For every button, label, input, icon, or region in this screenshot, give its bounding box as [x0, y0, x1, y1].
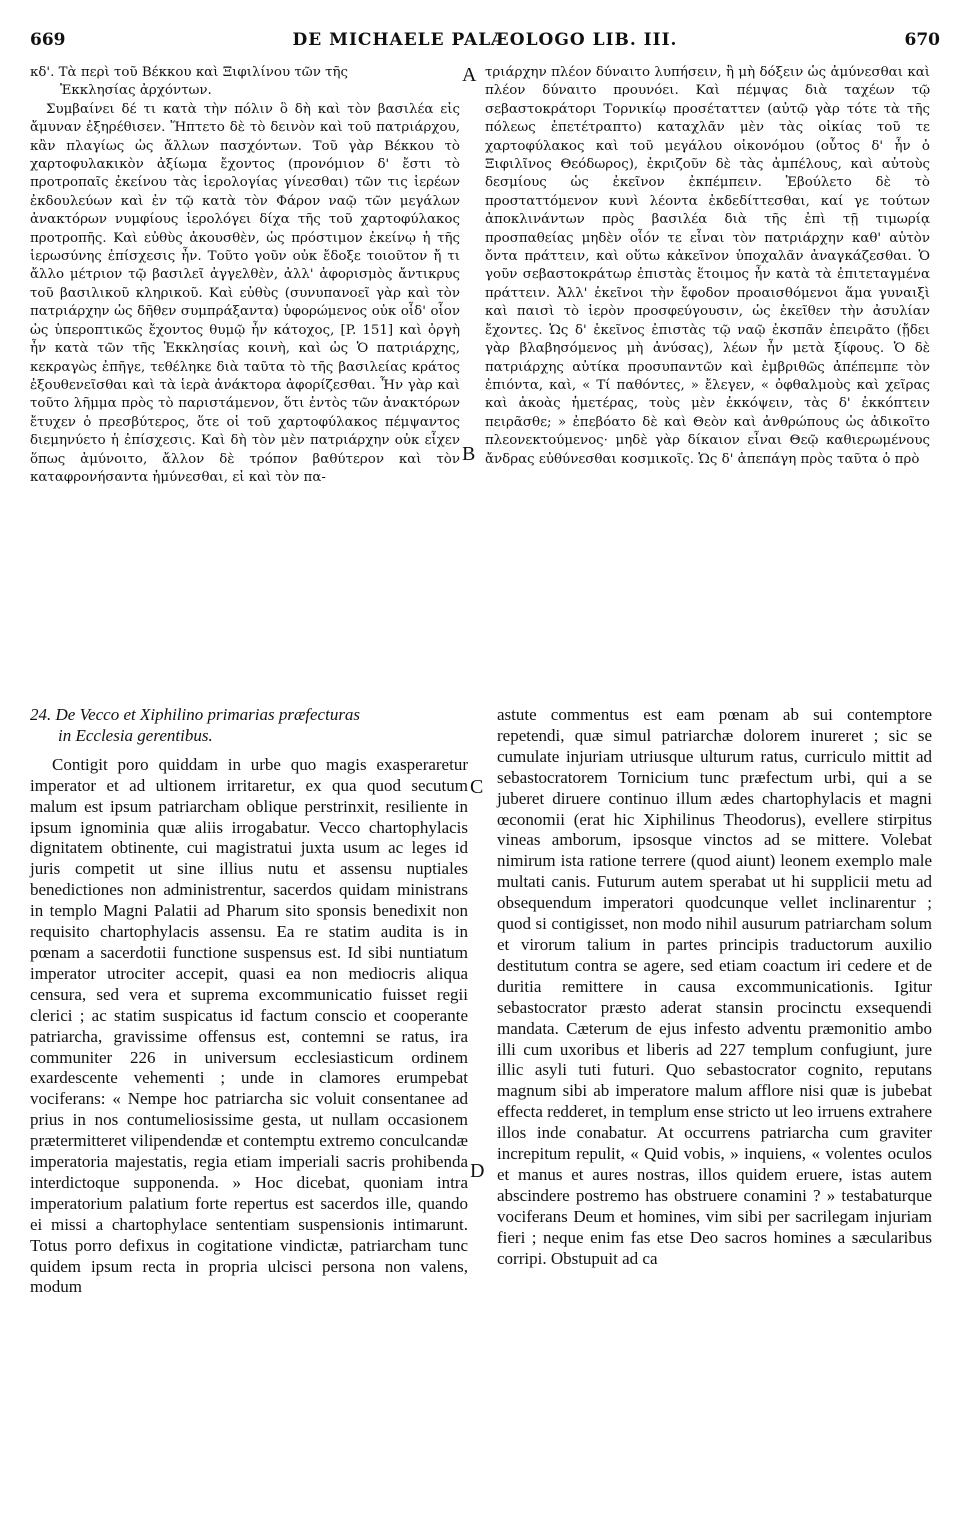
page-number-left: 669 — [30, 30, 66, 50]
margin-marker-c: C — [470, 776, 484, 798]
latin-column-left — [30, 705, 468, 1298]
latin-heading-line-2: in Ecclesia gerentibus. — [58, 725, 213, 745]
margin-marker-b: B — [462, 443, 476, 465]
margin-marker-d: D — [470, 1160, 485, 1182]
greek-text-right: τριάρχην πλέον δύναιτο λυπήσειν, ἢ μὴ δόξειν ὡς ἀμύνεσθαι καὶ πλέον δύναιτο προυνόει. Καὶ πέμψας διὰ ταχέων τῷ σεβαστοκράτορι Τορνικίῳ προσέταττεν (αὐτῷ γὰρ τότε τὰ τῆς πόλεως ἐπετέτραπτο) καταχλᾶν μὲν τὰς οἰκίας τοῦ τε χαρτοφύλακος καὶ τοῦ μεγάλου οἰκονόμου (οὗτος δ' ἦν ὁ Ξιφιλῖνος Θεόδωρος), ἐκριζοῦν δὲ τὰς ἀμπέλους, καὶ αὐτοὺς δεσμίους ὡς ἐκεῖνον ἐκπέμπειν. Ἐβούλετο δὲ τὸ προσταττόμενον κυνὶ λέοντα ἐκδεδίττεσθαι, καί γε τούτων ἀποκλινάντων πρὸς βασιλέα διὰ τῆς ἐπὶ τῇ τιμωρίᾳ προσπαθείας μηδὲν οἷόν τε εἶναι τὸν πατριάρχην καθ' αὑτὸν ὄντα πράττειν, καὶ οὕτω κἀκεῖνον ὑποχαλᾶν ἀναγκάζεσθαι. Ὁ γοῦν σεβαστοκράτωρ ἐπιστὰς ἕτοιμος ἦν κατὰ τὰ ἐπιτεταγμένα πράττειν. Ἀλλ' ἐκεῖνοι τὴν ἔφοδον προαισθόμενοι ἅμα γυναιξὶ καὶ παισὶ τὸ ἱερὸν προσφεύγουσιν, ὡς ἐκεῖθεν τὴν ἀσυλίαν ἔχοντες. Ὡς δ' ἐκεῖνος ἐπιστὰς τῷ ναῷ ἐκσπᾶν ἐπειρᾶτο (ᾔδει γὰρ βλαβησόμενος μὴ ἀνύσας), λέων ἦν μετὰ ξίφους. Ὁ δὲ πατριάρχης αὐτίκα προσυπαντῶν καὶ ἐμβριθῶς ἀπέπεμπε τὸν ἐπιόντα, καὶ, « Τί παθόντες, » ἔλεγεν, « ὀφθαλμοὺς καὶ χεῖρας καὶ ἀκοὰς ἡμετέρας, τοὺς μὲν ἐκκόψειν, τὰς δ' ἐκκόπτειν πειρᾶσθε; » ἐπεβόατο δὲ καὶ Θεὸν καὶ ἀνθρώπους ὡς ἀδικοῖτο πλεονεκτούμενος· μηδὲ γὰρ δίκαιον εἶναι Θεῷ καθιερωμένους ἄνδρας εὐθύνεσθαι κοσμικοῖς. Ὡς δ' ἀπεπάγη πρὸς ταῦτα ὁ πρὸ — [485, 65, 930, 467]
latin-text-right: astute commentus est eam pœnam ab sui contemptore repetendi, quæ simul patriarchæ dolorem inureret ; sic se cumulate injuriam utriusque ulturum ratus, curriculo mittit ad sebastocratorem Tornicium tunc præfectum urbi, qui a se juberet diruere continuo illum ædes chartophylacis et magni œconomii (erat hic Xiphilinus Theodorus), evellere stirpitus vineas amborum, ipsosque vinctos ad se mittere. Volebat nimirum ista ratione terrere (quod aiunt) leonem exemplo male multati canis. Futurum autem sperabat ut hi supplicii metu ad obsequendum imperatori quodcunque vellet inclinarentur ; quod si contigisset, non modo nihil ausurum patriarcham solum et virorum talium in partes principis traductorum auxilio destitutum contra se agere, sed etiam coactum iri cedere et de duritia remittere in causa excommunicationis. Igitur sebastocrator præsto aderat stansin procinctu exsequendi mandata. Cæterum de ejus infesto adventu præmonitio ambo illi cum uxoribus et liberis ad 227 templum confugiunt, jure illic asyli tuti futuri. Quo sebastocrator cognito, reputans magnum sibi ab imperatore malum afflore nisi quæ is jubebat effecta redderet, in templum ense stricto ut leo irruens extrahere illos inde conabatur. At occurrens patriarcha cum graviter increpitum repulit, « Quid vobis, » inquiens, « volentes oculos et manus et aures nostras, illos quidem eruere, istas autem abscindere postremo has obstruere conamini ? » testabaturque vociferans Deum et homines, vim sibi per sacrilegam injuriam fieri ; neque enim fas etse Deo sacros homines a sæcularibus corripi. Obstupuit ad ca — [497, 705, 932, 1268]
latin-column-right — [497, 705, 932, 1269]
greek-chapter-heading: κδ'. Τὰ περὶ τοῦ Βέκκου καὶ Ξιφιλίνου τῶν τῆς Ἐκκλησίας ἀρχόντων. — [30, 64, 460, 101]
greek-column-right — [485, 64, 930, 469]
latin-chapter-heading: 24. De Vecco et Xiphilino primarias præfecturas in Ecclesia gerentibus. — [30, 705, 468, 747]
margin-marker-a: A — [462, 64, 477, 86]
running-title: DE MICHAELE PALÆOLOGO LIB. III. — [292, 30, 678, 50]
greek-heading-line-2: Ἐκκλησίας ἀρχόντων. — [60, 83, 212, 99]
greek-column-left — [30, 64, 460, 487]
page-header — [30, 30, 940, 56]
latin-text-left: Contigit poro quiddam in urbe quo magis exasperaretur imperator et ad ultionem irritaretur, ex qua quod secutum malum est ipsum patriarcham oblique perstrinxit, resiliente in ipsum ignominia quæ aliis irrogabatur. Vecco chartophylacis dignitatem obtinente, cui magistratui juxta usum ac leges id juris competit ut sine illius nutu et assensu nuptiales benedictiones non administrentur, sacerdos quidam ministrans in templo Magni Palatii ad Pharum sito sponsis benedixit non requisito chartophylacis assensu. Ea re statim audita is in pœnam a sacerdotii functione suspensus est. Id sibi nuntiatum imperator utrociter accepit, quasi ea non mediocris aliqua censura, sed vera et suprema excommunicatio fuisset regii clerici ; ac statim suspicatus id factum conscio et cooperante patriarcha, gravissime offensus est, contemni se ratus, ira communiter 226 in universum ecclesiasticum ordinem exardescente vehementi ; unde in clamores erumpebat vociferans: « Nempe hoc patriarcha sic voluit consentanee ad prius in nos contumeliosissime gesta, ut nullam occasionem prætermitteret vilipendendæ et contemptu extremo conculcandæ imperatoria majestatis, regia etiam imperiali sacris prohibenda interdictoque supponenda. » Hoc dicebat, quoniam intra imperatorium palatium forte repertus est sacerdos ille, quando ei missi a chartophylace sententiam suspensionis intimarunt. Totus porro defixus in cogitatione vindictæ, patriarcham tunc quidem ipsum recta in propria ulcisci persona non valens, modum — [30, 754, 468, 1297]
page-number-right: 670 — [904, 30, 940, 50]
greek-text-left: Συμβαίνει δέ τι κατὰ τὴν πόλιν ὃ δὴ καὶ τὸν βασιλέα εἰς ἄμυναν ἐξηρέθισεν. Ἥπτετο δὲ τὸ δεινὸν καὶ τοῦ πατριάρχου, κἂν πλαγίως ὡς ἄλλων πασχόντων. Τοῦ γὰρ Βέκκου τὸ χαρτοφυλακικὸν ἀξίωμα ἔχοντος (προνόμιον δ' ἔστι τὸ προτροπαῖς ἐκείνου τὰς ἱερολογίας γίνεσθαι) τῶν τις ἱερέων ἐκδουλεύων καὶ ἐν τῷ κατὰ τὸν Φάρον ναῷ τῶν μεγάλων ἀνακτόρων νυμφίους ἱερολόγει δίχα τῆς τοῦ χαρτοφύλακος προτροπῆς. Καὶ εὐθὺς ἀκουσθὲν, ὡς πρόστιμον ἐκείνῳ ἡ τῆς ἱερωσύνης ἐπίσχεσις ἦν. Τοῦτο γοῦν οὐκ ἔδοξε τοιοῦτον ἤ τι ἄλλο μέτριον τῷ βασιλεῖ ἀγγελθὲν, ἀλλ' ἀφορισμὸς ἄντικρυς τοῦ βασιλικοῦ κληρικοῦ. Καὶ εὐθὺς (συνυπανοεῖ γὰρ καὶ τὸν πατριάρχην ὡς δῆθεν συμπράξαντα) ὑφορώμενος οὐκ οἶδ' οἷον ὡς ὑπεροπτικῶς ἔχοντος θυμῷ ἦν κάτοχος, [P. 151] καὶ ὀργὴ ἦν κατὰ τῶν τῆς Ἐκκλησίας κοινὴ, καὶ ὡς Ὁ πατριάρχης, κεκραγὼς ἐπῆγε, τεθέληκε διὰ ταῦτα τὸ τῆς βασιλείας κράτος ἐξουθενεῖσθαι καὶ τὰ ἱερὰ ἀνάκτορα ἀφορίζεσθαι. Ἦν γὰρ καὶ τοῦτο λῆμμα πρὸς τὸ παριστάμενον, ὅτι ἐντὸς τῶν ἀνακτόρων ἔτυχεν ὁ πρεσβύτερος, ὅτε οἱ τοῦ χαρτοφύλακος πέμψαντος διεμηνύετο ἡ ἐπίσχεσις. Καὶ δὴ τὸν μὲν πατριάρχην οὐκ εἶχεν ὅπως ἀμύνοιτο, ἄλλον δὲ τρόπον βαθύτερον καὶ τὸν καταφρονήσαντα ἠμύνεσθαι, εἰ καὶ τὸν πα- — [30, 101, 460, 485]
